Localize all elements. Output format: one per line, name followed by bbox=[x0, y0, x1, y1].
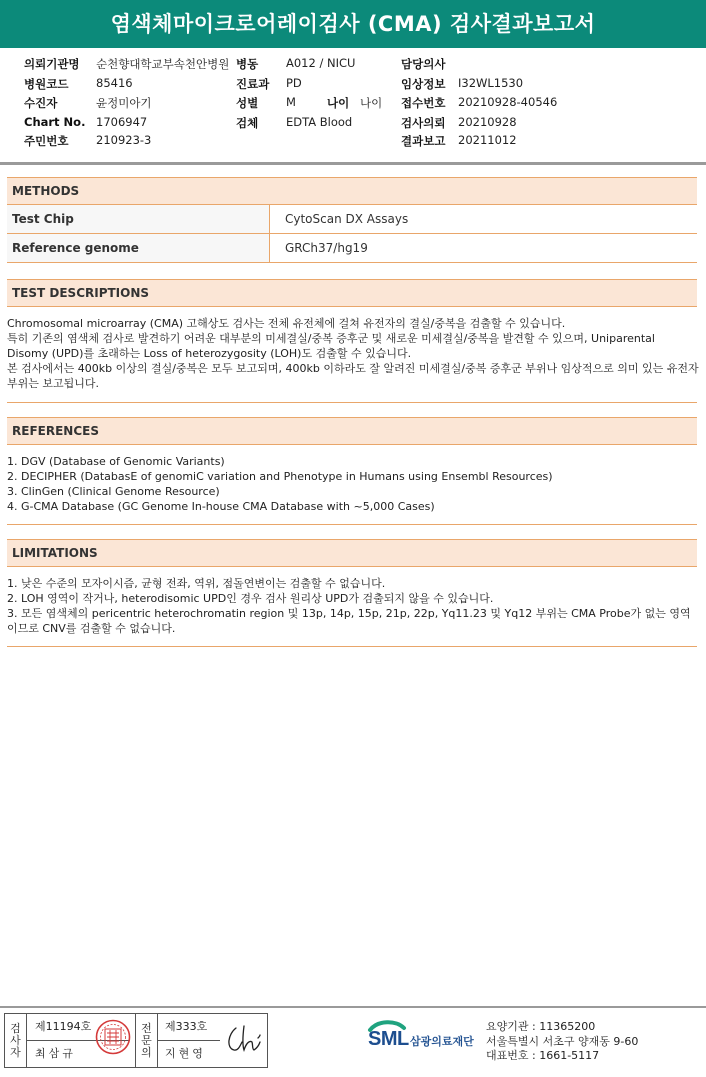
report-date-value: 20211012 bbox=[458, 133, 517, 147]
info-divider bbox=[0, 162, 706, 165]
section-divider bbox=[7, 524, 697, 525]
examinee-value: 윤정미아기 bbox=[96, 96, 152, 110]
section-divider bbox=[7, 402, 697, 403]
limitations-list bbox=[7, 576, 699, 636]
info-row-4 bbox=[0, 115, 706, 133]
limitation-item: 1. 낮은 수준의 모자이시즘, 균형 전좌, 역위, 점돌연변이는 검출할 수 없습니다. bbox=[7, 577, 386, 590]
test-descriptions-heading: TEST DESCRIPTIONS bbox=[7, 279, 697, 307]
methods-row-value: GRCh37/hg19 bbox=[285, 241, 368, 255]
clinical-info-value: I32WL1530 bbox=[458, 76, 524, 90]
reference-item: 3. ClinGen (Clinical Genome Resource) bbox=[7, 485, 220, 498]
methods-row-reference-genome bbox=[7, 234, 697, 263]
age-label: 나이 bbox=[327, 96, 350, 110]
request-date-label: 검사의뢰 bbox=[401, 116, 446, 130]
sex-value: M bbox=[286, 95, 296, 109]
info-row-1 bbox=[0, 56, 706, 74]
ward-value: A012 / NICU bbox=[286, 56, 356, 70]
methods-heading: METHODS bbox=[7, 177, 697, 205]
report-title: 염색체마이크로어레이검사 (CMA) 검사결과보고서 bbox=[0, 0, 706, 48]
physician-label: 담당의사 bbox=[401, 57, 446, 71]
chart-no-value: 1706947 bbox=[96, 115, 148, 129]
methods-row-value: CytoScan DX Assays bbox=[285, 212, 409, 226]
description-line: 특히 기존의 염색체 검사로 발견하기 어려운 대부분의 미세결실/중복 증후군 및 새로운 미세결실/중복을 발견할 수 있으며, Uniparental Disomy (UPD)를 초래하는 Loss of heterozygosity (LOH)도 검출할 수 있습니다. bbox=[7, 332, 655, 360]
clinical-info-label: 임상정보 bbox=[401, 77, 446, 91]
patient-info bbox=[0, 52, 706, 162]
footer-divider bbox=[0, 1006, 706, 1008]
test-descriptions-body bbox=[7, 316, 699, 391]
org-address: 서울특별시 서초구 양재동 9-60 bbox=[486, 1034, 639, 1048]
info-row-2 bbox=[0, 76, 706, 94]
hospital-code-label: 병원코드 bbox=[24, 77, 69, 91]
ward-label: 병동 bbox=[236, 57, 259, 71]
org-code: 요양기관 : 11365200 bbox=[486, 1020, 596, 1033]
chart-no-label: Chart No. bbox=[24, 115, 86, 129]
resident-no-label: 주민번호 bbox=[24, 134, 69, 148]
org-phone: 대표번호 : 1661-5117 bbox=[486, 1049, 600, 1062]
examinee-label: 수진자 bbox=[24, 96, 58, 110]
methods-table bbox=[7, 205, 697, 263]
methods-row-label: Test Chip bbox=[7, 205, 270, 233]
limitation-item: 2. LOH 영역이 작거나, heterodisomic UPD인 경우 검사 원리상 UPD가 검출되지 않을 수 있습니다. bbox=[7, 592, 494, 605]
department-label: 진료과 bbox=[236, 77, 270, 91]
methods-row-test-chip bbox=[7, 205, 697, 234]
reference-item: 1. DGV (Database of Genomic Variants) bbox=[7, 455, 225, 468]
official-seal-icon bbox=[95, 1019, 131, 1055]
description-line: 본 검사에서는 400kb 이상의 결실/중복은 모두 보고되며, 400kb 이하라도 잘 알려진 미세결실/중복 증후군 부위나 임상적으로 의미 있는 유전자 부위는 보고됩니다. bbox=[7, 362, 699, 390]
receipt-no-value: 20210928-40546 bbox=[458, 95, 558, 109]
references-heading: REFERENCES bbox=[7, 417, 697, 445]
description-line: Chromosomal microarray (CMA) 고해상도 검사는 전체 유전체에 걸쳐 유전자의 결실/중복을 검출할 수 있습니다. bbox=[7, 317, 566, 330]
request-date-value: 20210928 bbox=[458, 115, 517, 129]
info-row-3 bbox=[0, 95, 706, 113]
reference-item: 2. DECIPHER (DatabasE of genomiC variation and Phenotype in Humans using Ensembl Resources) bbox=[7, 470, 553, 483]
info-row-5 bbox=[0, 133, 706, 151]
signature-icon bbox=[222, 1020, 264, 1060]
department-value: PD bbox=[286, 76, 302, 90]
tester-label: 검사자 bbox=[5, 1014, 27, 1067]
logo-abbr: SML bbox=[368, 1028, 409, 1050]
section-divider bbox=[7, 646, 697, 647]
organization-info bbox=[486, 1020, 638, 1064]
institution-label: 의뢰기관명 bbox=[24, 57, 80, 71]
receipt-no-label: 접수번호 bbox=[401, 96, 446, 110]
specimen-value: EDTA Blood bbox=[286, 115, 353, 129]
report-date-label: 결과보고 bbox=[401, 134, 446, 148]
tester-license: 제11194호 bbox=[35, 1020, 92, 1033]
age-value: 나이 bbox=[360, 96, 383, 110]
sex-label: 성별 bbox=[236, 96, 259, 110]
specimen-label: 검체 bbox=[236, 116, 259, 130]
resident-no-value: 210923-3 bbox=[96, 133, 152, 147]
hospital-code-value: 85416 bbox=[96, 76, 133, 90]
specialist-label: 전문의 bbox=[136, 1014, 158, 1067]
institution-value: 순천향대학교부속천안병원 bbox=[96, 57, 230, 71]
tester-name: 최삼규 bbox=[35, 1047, 76, 1060]
references-list bbox=[7, 454, 699, 514]
limitation-item: 3. 모든 염색체의 pericentric heterochromatin region 및 13p, 14p, 15p, 21p, 22p, Yq11.23 및 Yq12 부위는 CMA Probe가 없는 영역이므로 CNV를 검출할 수 없습니다. bbox=[7, 607, 691, 635]
methods-row-label: Reference genome bbox=[7, 234, 270, 262]
specialist-license: 제333호 bbox=[165, 1020, 208, 1033]
logo-name: 삼광의료재단 bbox=[410, 1035, 474, 1048]
specialist-name: 지현영 bbox=[165, 1047, 206, 1060]
reference-item: 4. G-CMA Database (GC Genome In-house CMA Database with ~5,000 Cases) bbox=[7, 500, 435, 513]
limitations-heading: LIMITATIONS bbox=[7, 539, 697, 567]
